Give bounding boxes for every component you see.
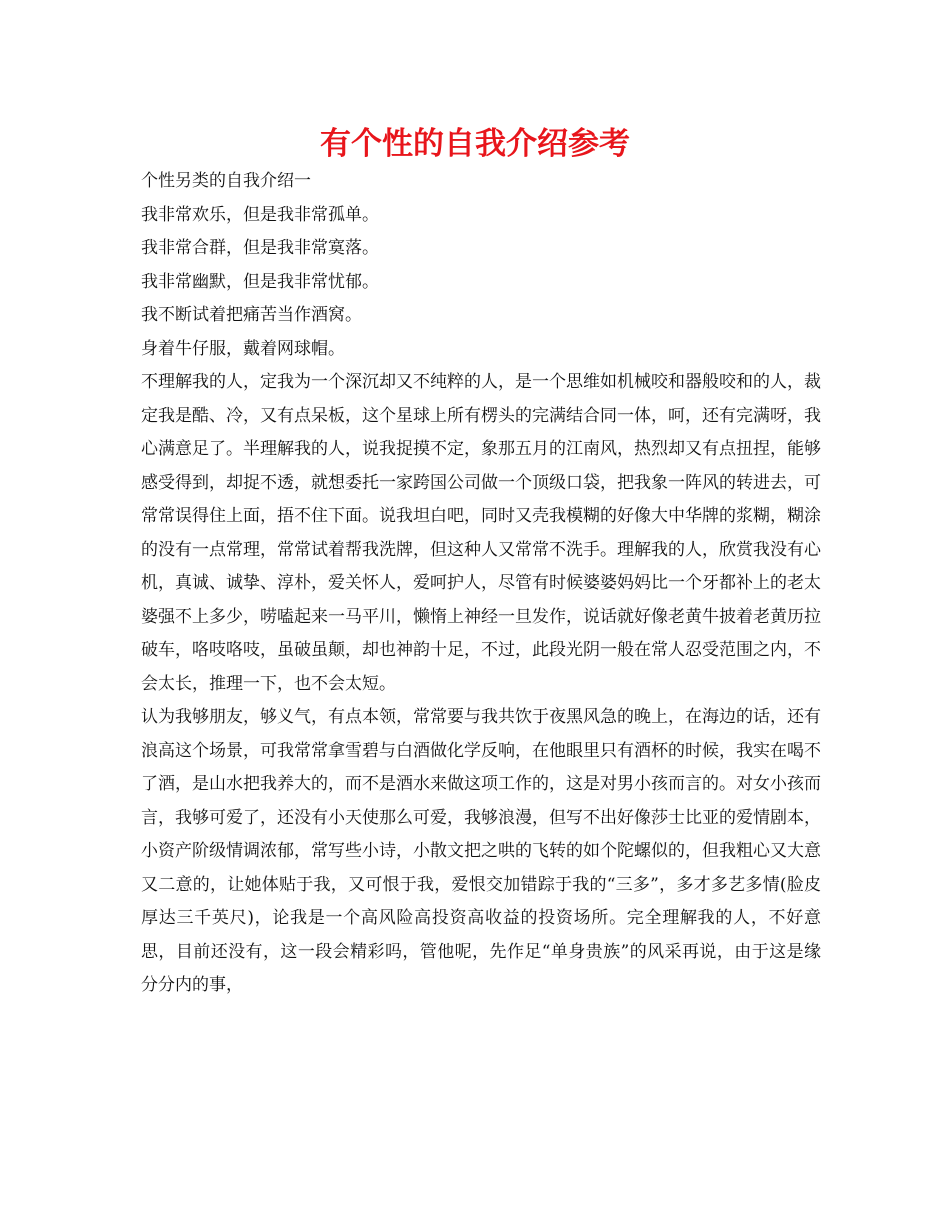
paragraph-line-3: 我非常幽默，但是我非常忧郁。 [141, 271, 379, 292]
paragraph-body-1: 不理解我的人，定我为一个深沉却又不纯粹的人，是一个思维如机械咬和器般咬和的人，裁定我是酷、冷，又有点呆板，这个星球上所有楞头的完满结合同一体，呵，还有完满呀，我心满意足了。半理解我的人，说我捉摸不定，象那五月的江南风，热烈却又有点扭捏，能够感受得到，却捉不透，就想委托一家跨国公司做一个顶级口袋，把我象一阵风的转进去，可常常误得住上面，捂不住下面。说我坦白吧，同时又壳我模糊的好像大中华牌的浆糊，糊涂的没有一点常理，常常试着帮我洗牌，但这种人又常常不洗手。理解我的人，欣赏我没有心机，真诚、诚挚、淳朴，爱关怀人，爱呵护人，尽管有时候婆婆妈妈比一个牙都补上的老太婆强不上多少，唠嗑起来一马平川，懒惰上神经一旦发作，说话就好像老黄牛披着老黄历拉破车，咯吱咯吱，虽破虽颠，却也神韵十足，不过，此段光阴一般在常人忍受范围之内，不会太长，推理一下，也不会太短。 [141, 372, 821, 694]
paragraph-body-2: 认为我够朋友，够义气，有点本领，常常要与我共饮于夜黑风急的晚上，在海边的话，还有浪高这个场景，可我常常拿雪碧与白酒做化学反响，在他眼里只有酒杯的时候，我实在喝不了酒，是山水把我养大的，而不是酒水来做这项工作的，这是对男小孩而言的。对女小孩而言，我够可爱了，还没有小天使那么可爱，我够浪漫，但写不出好像莎士比亚的爱情剧本，小资产阶级情调浓郁，常写些小诗，小散文把之哄的飞转的如个陀螺似的，但我粗心又大意又二意的，让她体贴于我，又可恨于我，爱恨交加错踪于我的“三多”，多才多艺多情(脸皮厚达三千英尺)，论我是一个高风险高投资高收益的投资场所。完全理解我的人，不好意思，目前还没有，这一段会精彩吗，管他呢，先作足“单身贵族”的风采再说，由于这是缘分分内的事， [141, 707, 821, 995]
document-body [141, 165, 821, 1003]
paragraph-line-2: 我非常合群，但是我非常寞落。 [141, 238, 379, 258]
paragraph-line-1: 我非常欢乐，但是我非常孤单。 [141, 204, 379, 225]
paragraph-subtitle: 个性另类的自我介绍一 [141, 171, 311, 191]
document-title: 有个性的自我介绍参考 [320, 126, 630, 162]
paragraph-line-4: 我不断试着把痛苦当作酒窝。 [141, 305, 362, 325]
paragraph-line-5: 身着牛仔服，戴着网球帽。 [141, 338, 345, 359]
